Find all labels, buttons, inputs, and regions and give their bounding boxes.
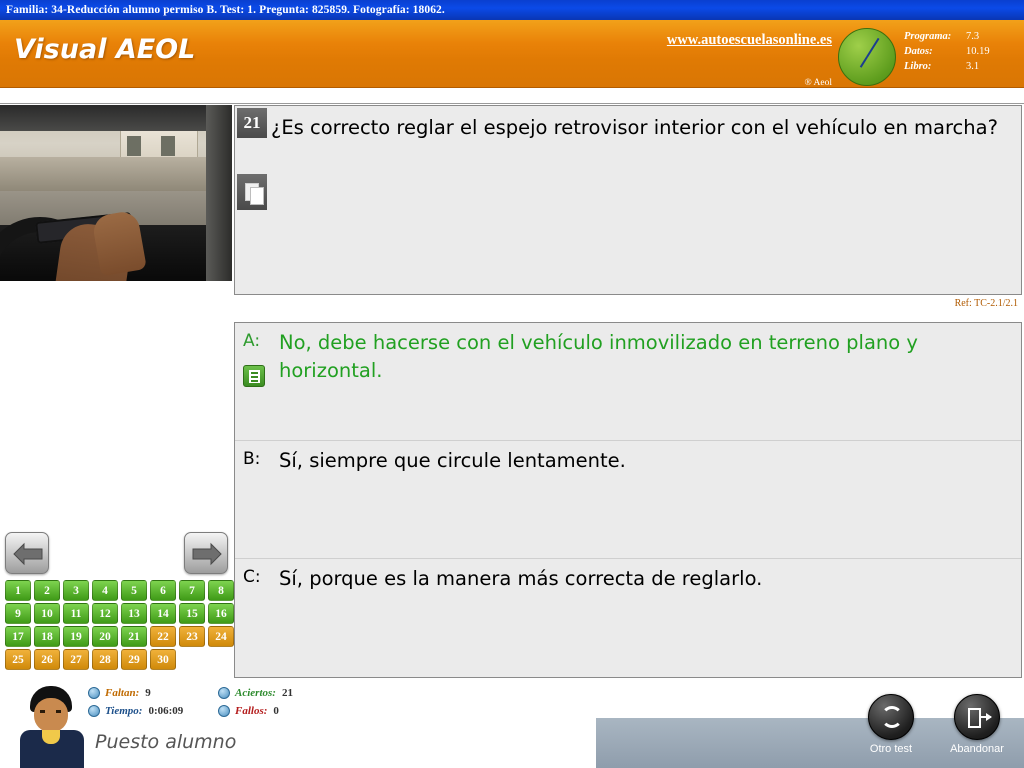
- check-circle-icon: [218, 687, 230, 699]
- app-title: Visual AEOL: [14, 34, 196, 65]
- app-header: [0, 20, 1024, 88]
- refresh-button-circle[interactable]: [868, 694, 914, 740]
- grid-cell[interactable]: 11: [63, 603, 89, 624]
- other-test-label: Otro test: [869, 743, 913, 755]
- answer-option-b[interactable]: [235, 441, 1021, 559]
- grid-cell[interactable]: 5: [121, 580, 147, 601]
- arrow-left-icon: [12, 540, 44, 568]
- site-url-link[interactable]: www.autoescuelasonline.es: [666, 32, 832, 48]
- grid-cell[interactable]: 12: [92, 603, 118, 624]
- grid-cell[interactable]: 23: [179, 626, 205, 647]
- question-panel: [234, 105, 1022, 295]
- grid-cell[interactable]: 20: [92, 626, 118, 647]
- answer-letter-a: A:: [243, 331, 261, 351]
- cross-circle-icon: [218, 705, 230, 717]
- answer-option-c[interactable]: [235, 559, 1021, 677]
- abandon-button[interactable]: [932, 694, 1022, 755]
- grid-cell[interactable]: 19: [63, 626, 89, 647]
- checklist-icon: [249, 370, 260, 383]
- stat-label-tiempo: Tiempo:: [105, 705, 143, 717]
- question-reference: Ref: TC-2.1/2.1: [954, 298, 1018, 309]
- grid-cell[interactable]: 10: [34, 603, 60, 624]
- previous-question-button[interactable]: [5, 532, 49, 574]
- compass-needle-icon: [866, 38, 879, 58]
- grid-cell[interactable]: 13: [121, 603, 147, 624]
- version-row-datos: [904, 44, 1016, 59]
- question-number-grid[interactable]: [5, 580, 229, 671]
- timer-icon: [88, 705, 100, 717]
- compass-needle-tail-icon: [860, 56, 868, 67]
- grid-cell[interactable]: 3: [63, 580, 89, 601]
- stat-label-fallos: Fallos:: [235, 705, 268, 717]
- bottom-bar-panel: [0, 718, 596, 768]
- photo-wall: [0, 157, 232, 191]
- grid-cell[interactable]: 6: [150, 580, 176, 601]
- version-info: [904, 29, 1016, 74]
- exit-button-circle[interactable]: [954, 694, 1000, 740]
- correct-answer-icon: [243, 365, 265, 387]
- answer-text-c: Sí, porque es la manera más correcta de reglarlo.: [279, 567, 763, 590]
- grid-cell[interactable]: 1: [5, 580, 31, 601]
- arrow-right-icon: [191, 540, 223, 568]
- stat-label-aciertos: Aciertos:: [235, 687, 276, 699]
- answer-option-a[interactable]: [235, 323, 1021, 441]
- version-label-datos: Datos:: [904, 46, 933, 57]
- stat-label-faltan: Faltan:: [105, 687, 140, 699]
- grid-cell[interactable]: 18: [34, 626, 60, 647]
- grid-cell[interactable]: 25: [5, 649, 31, 670]
- grid-cell[interactable]: 8: [208, 580, 234, 601]
- version-row-programa: [904, 29, 1016, 44]
- bottom-bar-arrow-tip: [566, 718, 596, 768]
- grid-cell[interactable]: 30: [150, 649, 176, 670]
- avatar: [16, 686, 88, 768]
- document-icon: [245, 183, 259, 201]
- answer-text-a: No, debe hacerse con el vehículo inmovilizado en terreno plano y horizontal.: [279, 331, 918, 382]
- version-label-libro: Libro:: [904, 61, 932, 72]
- aeol-trademark: ® Aeol: [804, 78, 832, 88]
- compass-logo-icon: [838, 28, 896, 86]
- grid-cell[interactable]: 9: [5, 603, 31, 624]
- grid-cell[interactable]: 28: [92, 649, 118, 670]
- stats-column-right: [218, 684, 428, 720]
- stat-aciertos: [218, 684, 428, 702]
- grid-cell[interactable]: 26: [34, 649, 60, 670]
- version-row-libro: [904, 59, 1016, 74]
- grid-cell[interactable]: 16: [208, 603, 234, 624]
- grid-cell[interactable]: 7: [179, 580, 205, 601]
- refresh-icon: [881, 706, 903, 728]
- avatar-collar: [42, 730, 60, 744]
- avatar-eye-left: [40, 710, 45, 713]
- stat-value-faltan: 9: [145, 687, 151, 699]
- grid-cell[interactable]: 29: [121, 649, 147, 670]
- answers-list: [234, 322, 1022, 678]
- header-divider: [0, 88, 1024, 104]
- answer-letter-c: C:: [243, 567, 261, 587]
- stat-value-tiempo: 0:06:09: [148, 705, 184, 717]
- photo-car-roof: [0, 105, 232, 131]
- status-bar: [0, 0, 1024, 20]
- avatar-eye-right: [56, 710, 61, 713]
- other-test-button[interactable]: [846, 694, 936, 755]
- answer-text-b: Sí, siempre que circule lentamente.: [279, 449, 626, 472]
- next-question-button[interactable]: [184, 532, 228, 574]
- version-value-programa: 7.3: [966, 31, 980, 42]
- exit-arrow-icon: [979, 716, 991, 718]
- photo-car-pillar: [206, 105, 232, 281]
- status-bar-text: Familia: 34-Reducción alumno permiso B. Test: 1. Pregunta: 825859. Fotografía: 18062.: [6, 4, 445, 16]
- grid-cell[interactable]: 21: [121, 626, 147, 647]
- avatar-face: [34, 698, 68, 732]
- grid-cell[interactable]: 24: [208, 626, 234, 647]
- grid-cell[interactable]: 15: [179, 603, 205, 624]
- question-photo: [0, 105, 232, 281]
- grid-cell[interactable]: 27: [63, 649, 89, 670]
- grid-cell[interactable]: 2: [34, 580, 60, 601]
- grid-cell[interactable]: 4: [92, 580, 118, 601]
- stat-value-fallos: 0: [273, 705, 279, 717]
- stats-panel: [88, 684, 428, 720]
- grid-cell[interactable]: 22: [150, 626, 176, 647]
- version-value-libro: 3.1: [966, 61, 980, 72]
- grid-cell[interactable]: 14: [150, 603, 176, 624]
- document-button[interactable]: [237, 174, 267, 210]
- question-text: ¿Es correcto reglar el espejo retrovisor interior con el vehículo en marcha?: [271, 116, 998, 139]
- student-seat-label: Puesto alumno: [95, 731, 237, 753]
- version-value-datos: 10.19: [966, 46, 990, 57]
- version-label-programa: Programa:: [904, 31, 952, 42]
- abandon-label: Abandonar: [950, 743, 1004, 755]
- answer-letter-b: B:: [243, 449, 261, 469]
- exit-door-icon: [968, 708, 981, 728]
- grid-cell[interactable]: 17: [5, 626, 31, 647]
- stat-value-aciertos: 21: [281, 687, 293, 699]
- clock-icon: [88, 687, 100, 699]
- question-number-badge: 21: [237, 108, 267, 138]
